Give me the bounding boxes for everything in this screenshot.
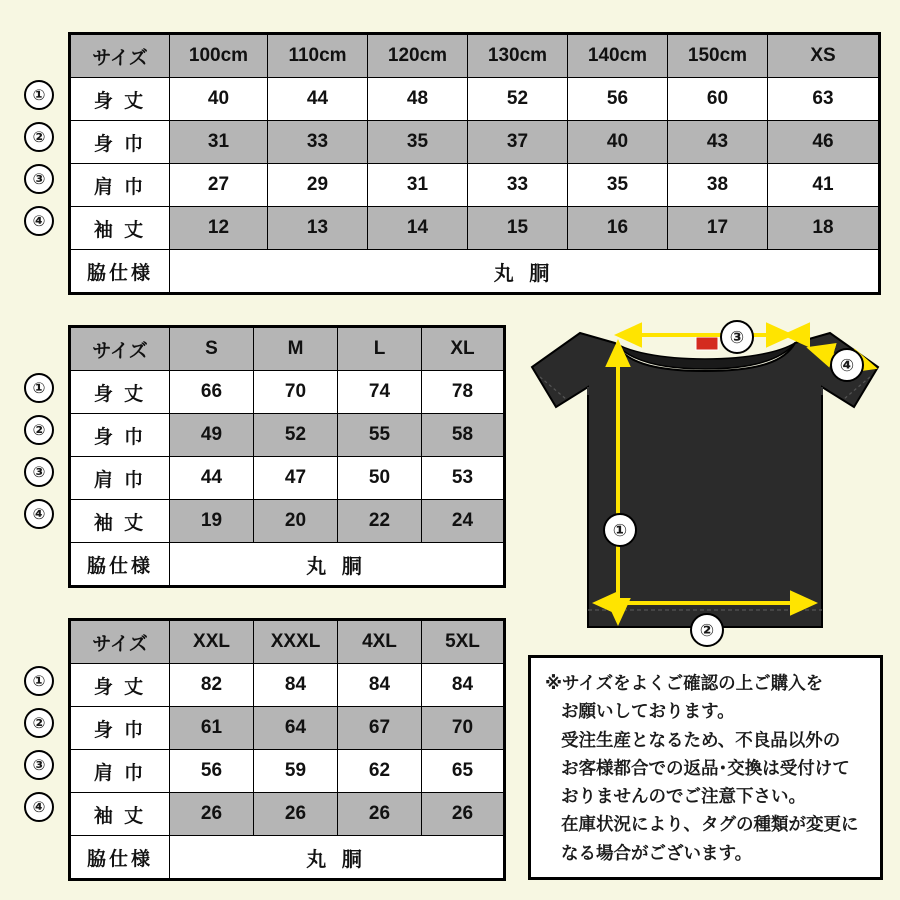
data-cell: 15 [468, 207, 568, 250]
data-cell: 70 [254, 371, 338, 414]
header-cell: サイズ [70, 327, 170, 371]
row-marker-slot [24, 74, 54, 116]
data-cell: 26 [422, 793, 505, 836]
table-footer-row [70, 250, 880, 294]
data-cell: 29 [268, 164, 368, 207]
circled-number-1: ① [24, 373, 54, 403]
footer-value: 丸 胴 [170, 543, 505, 587]
size-table-big-wrapper [68, 618, 506, 881]
table-header-row [70, 620, 505, 664]
row-marker-slot [24, 409, 54, 451]
data-cell: 55 [338, 414, 422, 457]
data-cell: 40 [568, 121, 668, 164]
size-table-kids-wrapper [68, 32, 881, 295]
data-cell: 56 [170, 750, 254, 793]
data-cell: 20 [254, 500, 338, 543]
brand-tag-icon [696, 337, 718, 350]
table-footer-row [70, 543, 505, 587]
data-cell: 35 [568, 164, 668, 207]
header-cell: 5XL [422, 620, 505, 664]
header-cell: L [338, 327, 422, 371]
data-cell: 48 [368, 78, 468, 121]
data-cell: 50 [338, 457, 422, 500]
row-label: 肩 巾 [70, 750, 170, 793]
table-row [70, 78, 880, 121]
data-cell: 46 [768, 121, 880, 164]
row-marker-slot [24, 744, 54, 786]
badge-body-length: ① [603, 513, 637, 547]
data-cell: 67 [338, 707, 422, 750]
footer-label: 脇仕様 [70, 836, 170, 880]
row-label: 袖 丈 [70, 207, 170, 250]
data-cell: 52 [254, 414, 338, 457]
badge-shoulder-width: ③ [720, 320, 754, 354]
header-cell: XS [768, 34, 880, 78]
row-label: 身 丈 [70, 371, 170, 414]
table-header-row [70, 34, 880, 78]
data-cell: 44 [268, 78, 368, 121]
header-cell: M [254, 327, 338, 371]
data-cell: 44 [170, 457, 254, 500]
data-cell: 52 [468, 78, 568, 121]
data-cell: 13 [268, 207, 368, 250]
table-row [70, 707, 505, 750]
note-line: お客様都合での返品･交換は受付けて [561, 757, 850, 778]
circled-number-3: ③ [24, 164, 54, 194]
table-row [70, 793, 505, 836]
size-table-kids [68, 32, 881, 295]
purchase-note-box [528, 655, 883, 880]
row-label: 肩 巾 [70, 457, 170, 500]
badge-sleeve-length: ④ [830, 348, 864, 382]
data-cell: 26 [338, 793, 422, 836]
note-line: お願いしております。 [561, 701, 735, 722]
data-cell: 56 [568, 78, 668, 121]
row-label: 袖 丈 [70, 500, 170, 543]
data-cell: 84 [422, 664, 505, 707]
row-marker-slot [24, 158, 54, 200]
header-cell: 130cm [468, 34, 568, 78]
circled-number-2: ② [24, 122, 54, 152]
data-cell: 60 [668, 78, 768, 121]
data-cell: 63 [768, 78, 880, 121]
table-row [70, 164, 880, 207]
table-row [70, 207, 880, 250]
row-marker-slot [24, 200, 54, 242]
data-cell: 59 [254, 750, 338, 793]
data-cell: 84 [254, 664, 338, 707]
row-marker-slot [24, 451, 54, 493]
data-cell: 18 [768, 207, 880, 250]
data-cell: 65 [422, 750, 505, 793]
row-label: 身 巾 [70, 414, 170, 457]
row-marker-slot [24, 702, 54, 744]
data-cell: 62 [338, 750, 422, 793]
table-row [70, 371, 505, 414]
data-cell: 26 [170, 793, 254, 836]
row-marker-slot [24, 660, 54, 702]
data-cell: 61 [170, 707, 254, 750]
data-cell: 33 [268, 121, 368, 164]
circled-number-3: ③ [24, 457, 54, 487]
data-cell: 35 [368, 121, 468, 164]
table-row [70, 500, 505, 543]
row-marker-slot [24, 116, 54, 158]
data-cell: 40 [170, 78, 268, 121]
footer-value: 丸 胴 [170, 250, 880, 294]
data-cell: 64 [254, 707, 338, 750]
data-cell: 84 [338, 664, 422, 707]
note-line: なる場合がございます。 [561, 842, 753, 863]
size-table-big [68, 618, 506, 881]
data-cell: 17 [668, 207, 768, 250]
data-cell: 31 [368, 164, 468, 207]
header-cell: 120cm [368, 34, 468, 78]
circled-number-4: ④ [24, 792, 54, 822]
circled-number-2: ② [24, 708, 54, 738]
data-cell: 53 [422, 457, 505, 500]
size-table-adult-wrapper [68, 325, 506, 588]
row-markers-kids [24, 74, 54, 242]
header-cell: S [170, 327, 254, 371]
header-cell: 4XL [338, 620, 422, 664]
data-cell: 37 [468, 121, 568, 164]
note-line: ※サイズをよくご確認の上ご購入を [545, 673, 824, 693]
header-cell: XXL [170, 620, 254, 664]
header-cell: サイズ [70, 34, 170, 78]
row-label: 身 巾 [70, 121, 170, 164]
row-label: 肩 巾 [70, 164, 170, 207]
header-cell: XXXL [254, 620, 338, 664]
table-row [70, 664, 505, 707]
data-cell: 66 [170, 371, 254, 414]
row-markers-adult [24, 367, 54, 535]
header-cell: 100cm [170, 34, 268, 78]
data-cell: 26 [254, 793, 338, 836]
data-cell: 82 [170, 664, 254, 707]
row-marker-slot [24, 493, 54, 535]
data-cell: 43 [668, 121, 768, 164]
data-cell: 24 [422, 500, 505, 543]
circled-number-1: ① [24, 666, 54, 696]
table-row [70, 750, 505, 793]
row-marker-slot [24, 786, 54, 828]
table-header-row [70, 327, 505, 371]
data-cell: 47 [254, 457, 338, 500]
data-cell: 58 [422, 414, 505, 457]
data-cell: 74 [338, 371, 422, 414]
row-marker-slot [24, 367, 54, 409]
data-cell: 19 [170, 500, 254, 543]
shirt-body [532, 333, 878, 627]
data-cell: 70 [422, 707, 505, 750]
table-row [70, 121, 880, 164]
footer-value: 丸 胴 [170, 836, 505, 880]
size-table-adult [68, 325, 506, 588]
row-label: 袖 丈 [70, 793, 170, 836]
row-markers-big [24, 660, 54, 828]
header-cell: 110cm [268, 34, 368, 78]
note-line: おりませんのでご注意下さい。 [561, 786, 806, 806]
data-cell: 16 [568, 207, 668, 250]
table-footer-row [70, 836, 505, 880]
table-row [70, 457, 505, 500]
data-cell: 12 [170, 207, 268, 250]
footer-label: 脇仕様 [70, 250, 170, 294]
header-cell: XL [422, 327, 505, 371]
data-cell: 33 [468, 164, 568, 207]
data-cell: 49 [170, 414, 254, 457]
circled-number-3: ③ [24, 750, 54, 780]
data-cell: 14 [368, 207, 468, 250]
footer-label: 脇仕様 [70, 543, 170, 587]
data-cell: 22 [338, 500, 422, 543]
circled-number-2: ② [24, 415, 54, 445]
shirt-measurement-diagram [520, 315, 890, 655]
circled-number-4: ④ [24, 206, 54, 236]
note-line: 在庫状況により、タグの種類が変更に [561, 814, 859, 835]
data-cell: 41 [768, 164, 880, 207]
header-cell: 140cm [568, 34, 668, 78]
row-label: 身 巾 [70, 707, 170, 750]
circled-number-4: ④ [24, 499, 54, 529]
data-cell: 27 [170, 164, 268, 207]
data-cell: 31 [170, 121, 268, 164]
table-row [70, 414, 505, 457]
row-label: 身 丈 [70, 78, 170, 121]
data-cell: 38 [668, 164, 768, 207]
header-cell: サイズ [70, 620, 170, 664]
badge-body-width: ② [690, 613, 724, 647]
note-line: 受注生産となるため、不良品以外の [561, 729, 841, 750]
row-label: 身 丈 [70, 664, 170, 707]
data-cell: 78 [422, 371, 505, 414]
header-cell: 150cm [668, 34, 768, 78]
circled-number-1: ① [24, 80, 54, 110]
